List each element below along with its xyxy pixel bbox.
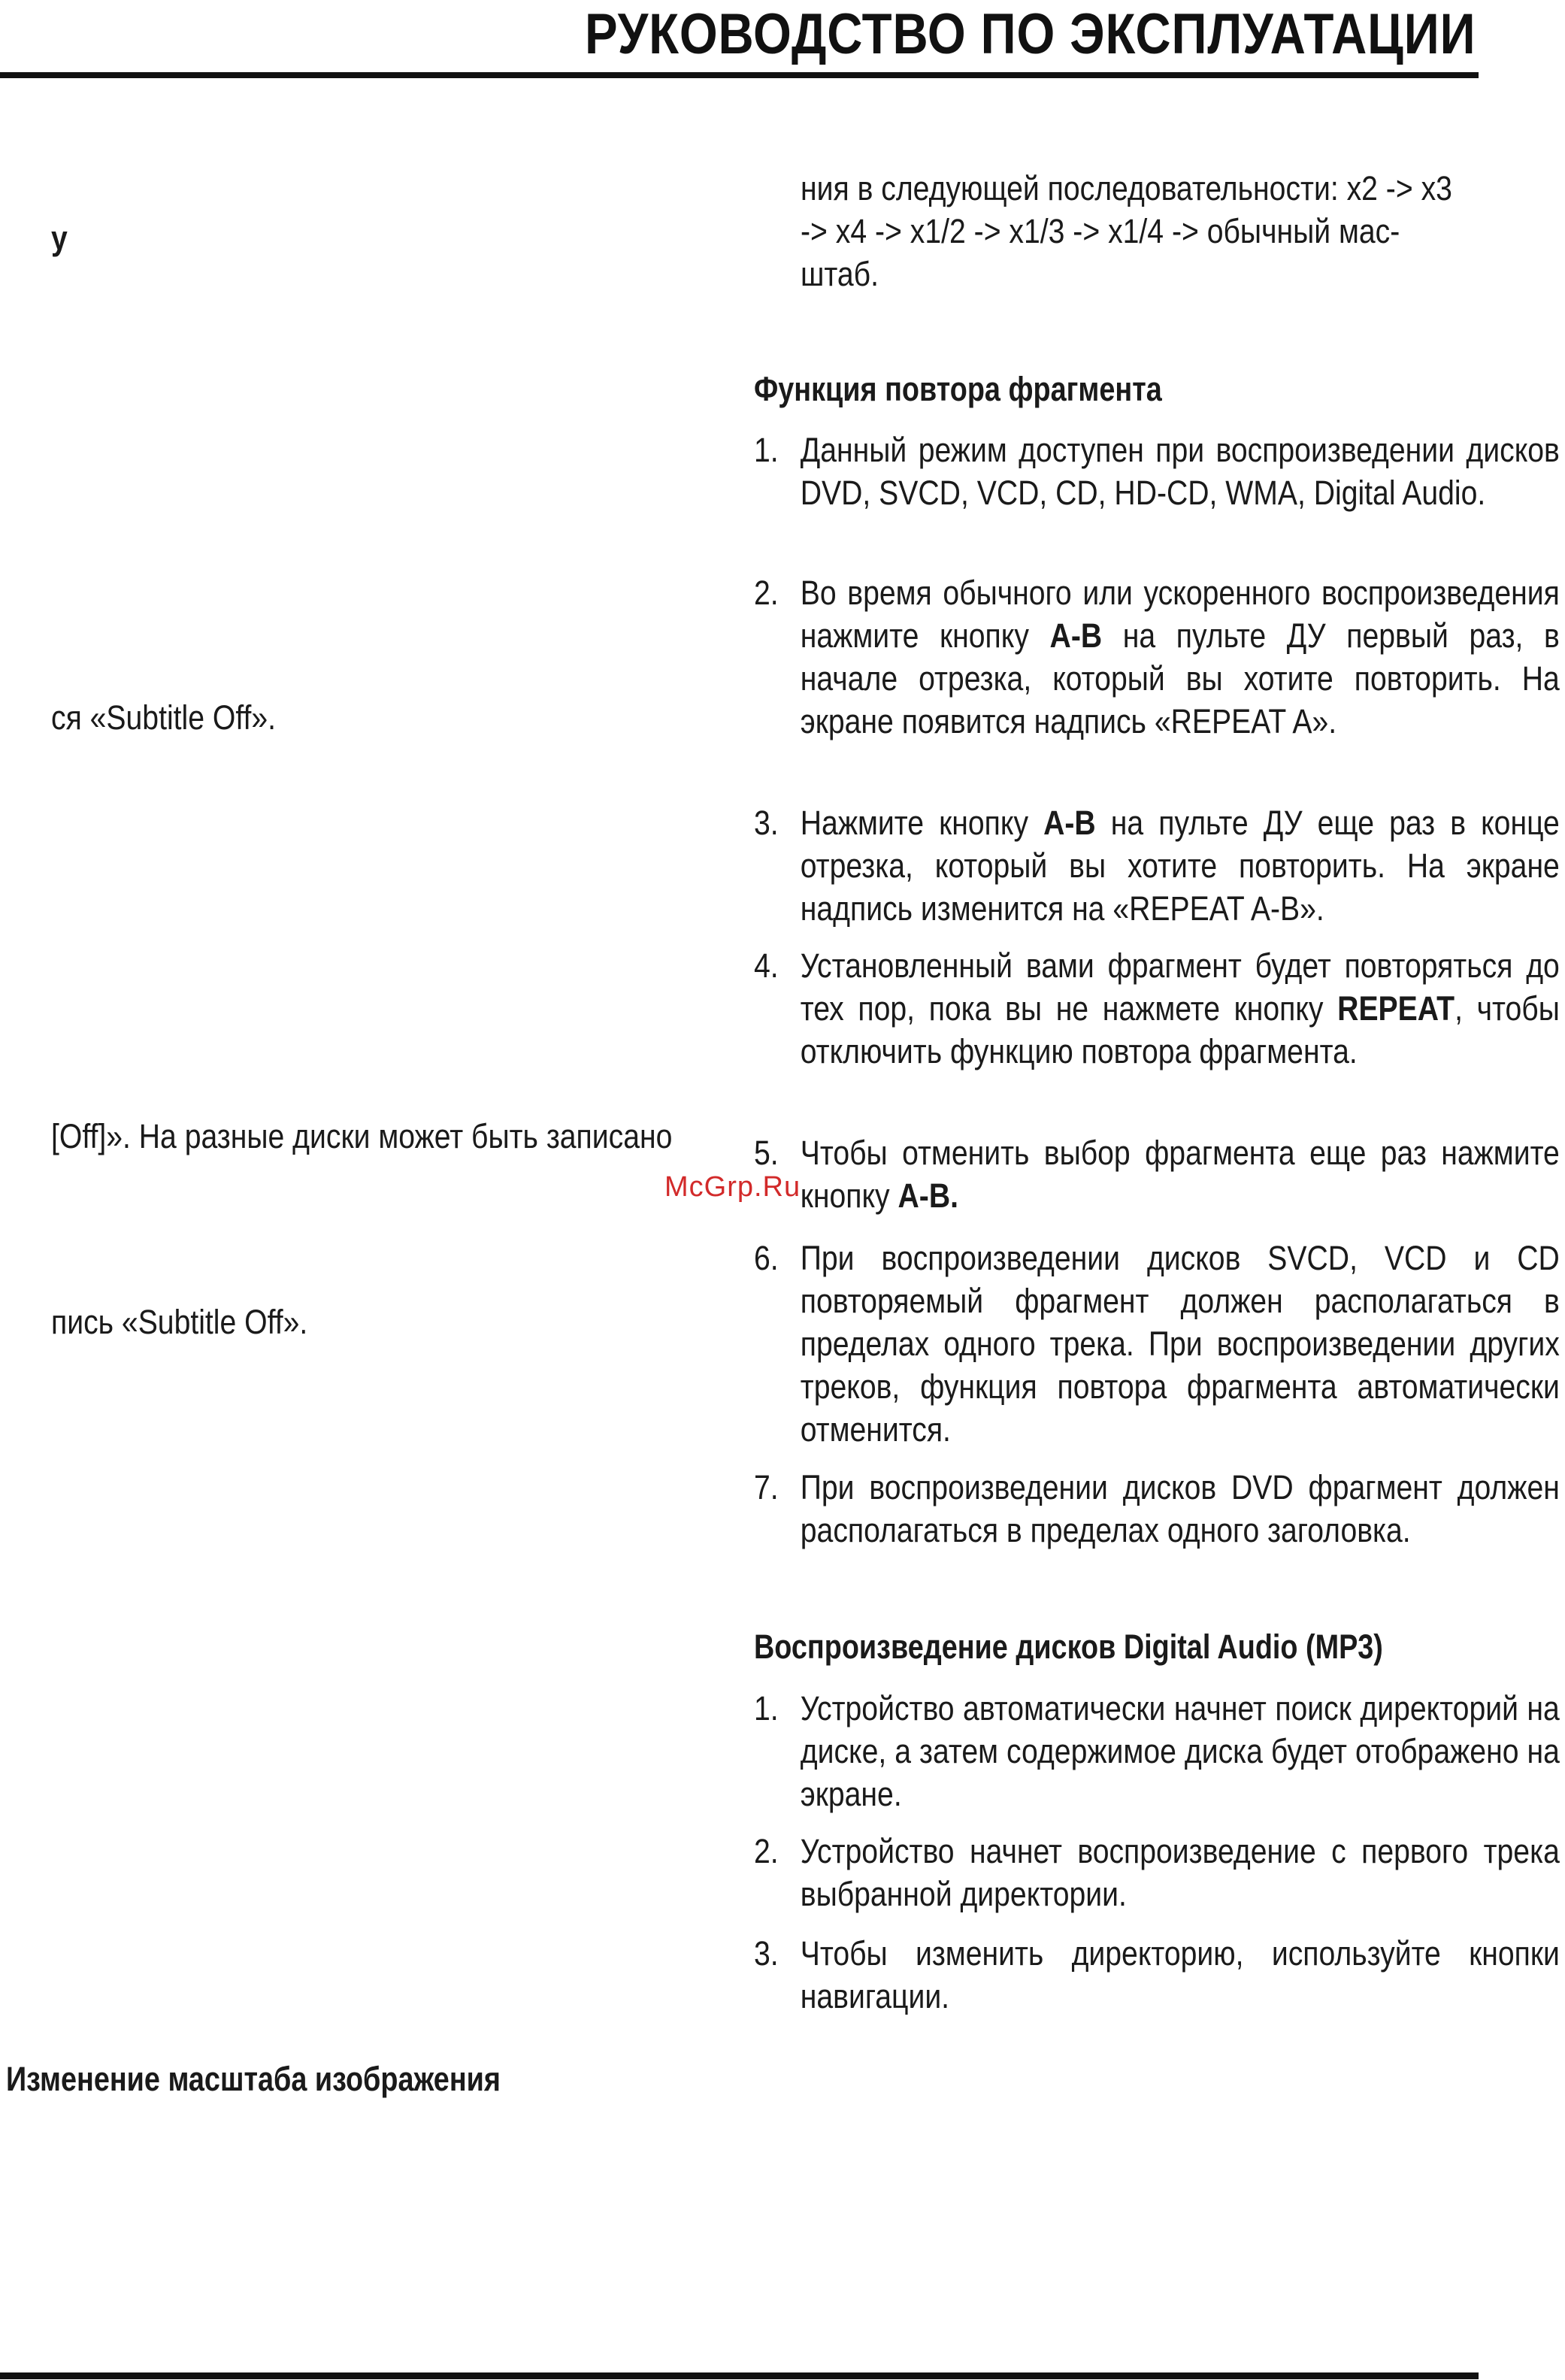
repeat-item-3: [754, 801, 1565, 930]
item-number: 3.: [754, 804, 779, 842]
mp3-item-3: [754, 1932, 1565, 2018]
zoom-heading: Изменение масштаба изображения: [6, 2060, 501, 2098]
zoom-line-3: штаб.: [801, 255, 879, 293]
repeat-item-4: [754, 944, 1565, 1073]
item-text: Чтобы изменить директорию, используйте кнопки навигации.: [800, 1934, 1560, 2015]
page-header-title: РУКОВОДСТВО ПО ЭКСПЛУАТАЦИИ: [584, 2, 1476, 66]
key-label: REPEAT: [1337, 989, 1455, 1028]
item-number: 2.: [754, 574, 779, 612]
repeat-item-7: [754, 1466, 1565, 1552]
repeat-item-6: [754, 1237, 1565, 1451]
mp3-item-1: [754, 1687, 1565, 1815]
left-fragment-1: у: [51, 219, 68, 257]
item-text: При воспроизведении дисков DVD фрагмент должен располагаться в пределах одного заголовка.: [800, 1468, 1560, 1549]
mp3-section-title: Воспроизведение дисков Digital Audio (MP3): [754, 1628, 1383, 1666]
zoom-line-1: ния в следующей последовательности: x2 -> x3: [801, 169, 1452, 207]
watermark-text: McGrp.Ru: [664, 1171, 801, 1203]
left-fragment-2: ся «Subtitle Off».: [51, 698, 277, 737]
repeat-item-5: [754, 1131, 1565, 1217]
zoom-continuation: [801, 167, 1507, 295]
key-label: A-B.: [898, 1176, 958, 1215]
item-text: Устройство начнет воспроизведение с первого трека выбранной директории.: [800, 1832, 1560, 1913]
header-rule: [0, 72, 1479, 78]
key-label: A-B: [1049, 616, 1103, 655]
item-number: 6.: [754, 1239, 779, 1277]
footer-rule: [0, 2372, 1479, 2379]
item-text: При воспроизведении дисков SVCD, VCD и CD повторяемый фрагмент должен располагаться в пределах одного трека. При воспроизведении других треков, функция повтора фрагмента автоматически отменится.: [800, 1239, 1560, 1449]
key-label: A-B: [1043, 804, 1096, 842]
item-number: 7.: [754, 1468, 779, 1506]
item-number: 3.: [754, 1934, 779, 1973]
item-text: Нажмите кнопку A-B на пульте ДУ еще раз в конце отрезка, который вы хотите повторить. На экране надпись изменится на «REPEAT A-B».: [800, 804, 1560, 928]
left-fragment-3: [Off]». На разные диски может быть записано: [51, 1117, 673, 1155]
item-number: 4.: [754, 946, 779, 985]
mp3-item-2: [754, 1830, 1565, 1915]
repeat-item-1: [754, 428, 1565, 514]
repeat-section-title: Функция повтора фрагмента: [754, 370, 1162, 408]
item-text: Чтобы отменить выбор фрагмента еще раз нажмите кнопку A-B.: [800, 1134, 1560, 1215]
item-number: 2.: [754, 1832, 779, 1870]
item-text: Установленный вами фрагмент будет повторяться до тех пор, пока вы не нажмете кнопку REPEAT, чтобы отключить функцию повтора фрагмента.: [800, 946, 1560, 1070]
item-text: Во время обычного или ускоренного воспроизведения нажмите кнопку A-B на пульте ДУ первый раз, в начале отрезка, который вы хотите повторить. На экране появится надпись «REPEAT A».: [800, 574, 1560, 740]
item-number: 5.: [754, 1134, 779, 1172]
item-number: 1.: [754, 1689, 779, 1727]
item-number: 1.: [754, 431, 779, 469]
repeat-item-2: [754, 571, 1565, 743]
item-text: Устройство автоматически начнет поиск директорий на диске, а затем содержимое диска будет отображено на экране.: [800, 1689, 1560, 1813]
item-text: Данный режим доступен при воспроизведении дисков DVD, SVCD, VCD, CD, HD-CD, WMA, Digital Audio.: [800, 431, 1560, 512]
zoom-line-2: -> x4 -> x1/2 -> x1/3 -> x1/4 -> обычный мас-: [801, 212, 1400, 250]
left-fragment-4: пись «Subtitle Off».: [51, 1303, 308, 1341]
